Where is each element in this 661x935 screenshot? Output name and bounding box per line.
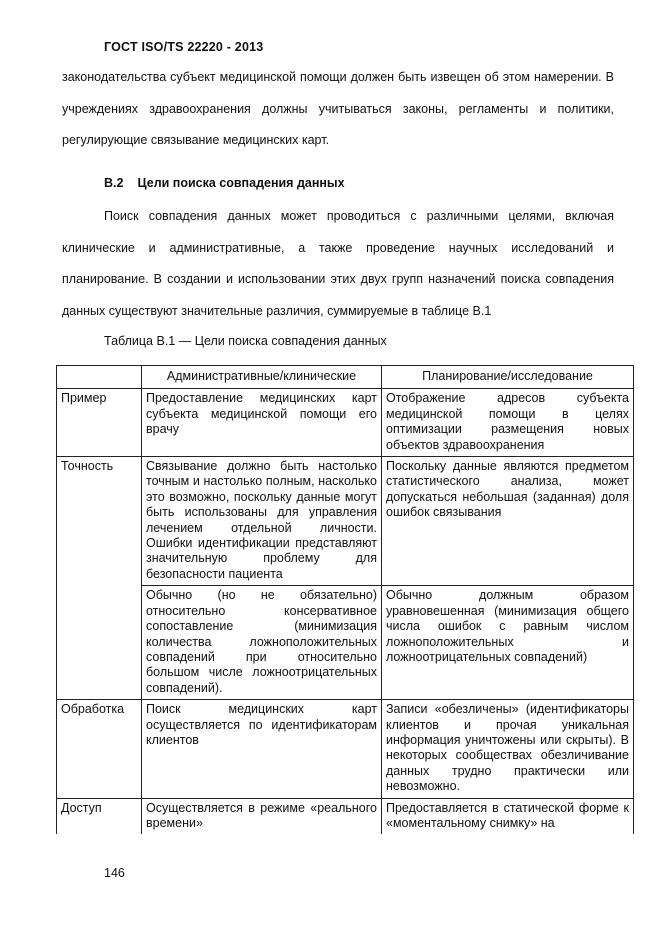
row-label: Обработка — [57, 700, 142, 798]
page-number: 146 — [104, 866, 125, 880]
column-header-admin: Административные/клинические — [142, 366, 382, 389]
planning-cell: Предоставляется в статической форме к «моментальному снимку» на — [382, 798, 634, 834]
purposes-table — [56, 365, 634, 834]
planning-cell: Обычно должным образом уравновешенная (минимизация общего числа ошибок с равным числом ложноположительных и ложноотрицательных совпадений) — [382, 586, 634, 700]
section-heading — [104, 176, 345, 190]
column-header-planning: Планирование/исследование — [382, 366, 634, 389]
planning-cell: Записи «обезличены» (идентификаторы клиентов и прочая уникальная информация уничтожены или скрыты). В некоторых сообществах обезличивание данных трудно практически или невозможно. — [382, 700, 634, 798]
table-row — [57, 700, 634, 798]
table-row — [57, 389, 634, 457]
row-label: Точность — [57, 457, 142, 700]
admin-cell: Поиск медицинских карт осуществляется по идентификаторам клиентов — [142, 700, 382, 798]
row-label: Пример — [57, 389, 142, 457]
admin-cell: Осуществляется в режиме «реального времени» — [142, 798, 382, 834]
planning-cell: Поскольку данные являются предметом статистического анализа, может допускаться небольшая (заданная) доля ошибок связывания — [382, 457, 634, 586]
table-caption: Таблица В.1 — Цели поиска совпадения данных — [104, 334, 387, 348]
section-title: Цели поиска совпадения данных — [137, 176, 345, 190]
row-label: Доступ — [57, 798, 142, 834]
table-row — [57, 457, 634, 586]
table-header-row — [57, 366, 634, 389]
column-header-empty — [57, 366, 142, 389]
admin-cell: Обычно (но не обязательно) относительно консервативное сопоставление (минимизация количества ложноположительных совпадений при относительно большом числе ложноотрицательных совпадений). — [142, 586, 382, 700]
planning-cell: Отображение адресов субъекта медицинской помощи в целях оптимизации размещения новых объектов здравоохранения — [382, 389, 634, 457]
document-header: ГОСТ ISO/TS 22220 - 2013 — [104, 40, 264, 54]
section-number: В.2 — [104, 176, 124, 190]
continuation-paragraph: законодательства субъект медицинской помощи должен быть извещен об этом намерении. В учреждениях здравоохранения должны учитываться законы, регламенты и политики, регулирующие связывание медицинских карт. — [62, 70, 614, 147]
table-row — [57, 586, 634, 700]
table-row — [57, 798, 634, 834]
admin-cell: Связывание должно быть настолько точным и настолько полным, насколько это возможно, поскольку данные могут быть использованы для управления лечением отдельной личности. Ошибки идентификации представляют значительную проблему для безопасности пациента — [142, 457, 382, 586]
section-intro-paragraph: Поиск совпадения данных может проводиться с различными целями, включая клинические и административные, а также проведение научных исследований и планирование. В создании и использовании этих двух групп назначений поиска совпадения данных существуют значительные различия, суммируемые в таблице В.1 — [62, 209, 614, 318]
admin-cell: Предоставление медицинских карт субъекта медицинской помощи его врачу — [142, 389, 382, 457]
